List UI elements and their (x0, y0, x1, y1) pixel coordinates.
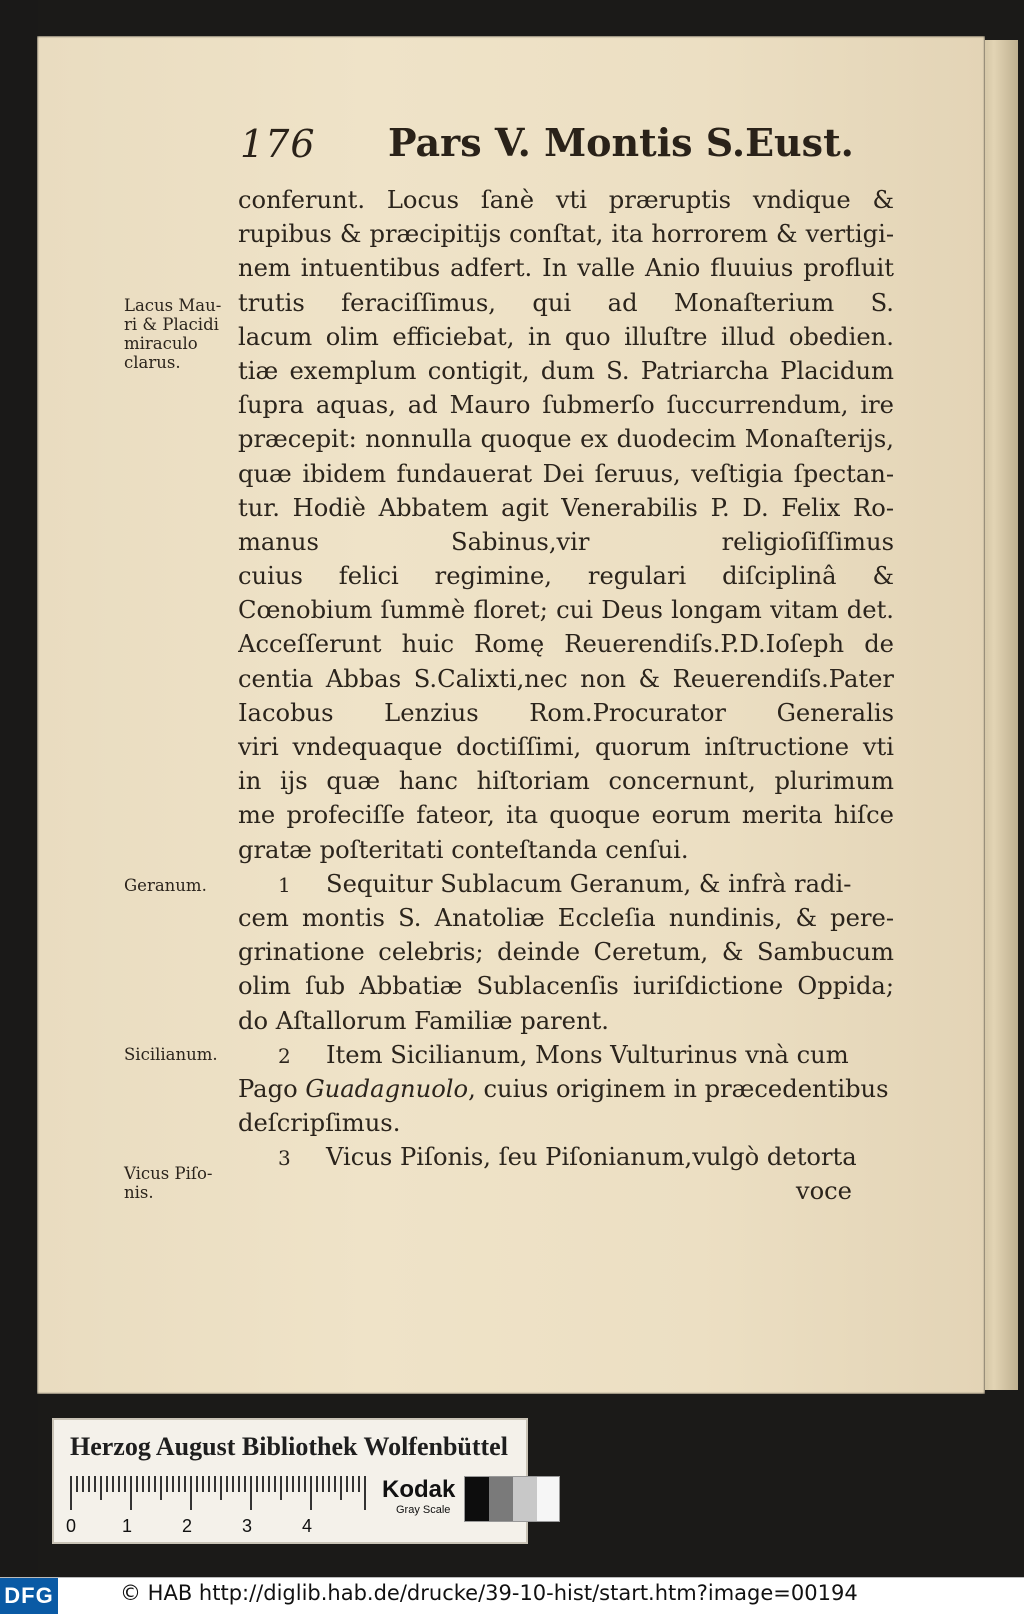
text-line: Cœnobium ſummè floret; cui Deus longam vitam det. (238, 596, 894, 625)
paragraph-number: 3 (278, 1146, 291, 1171)
library-name: Herzog August Bibliothek Wolfenbüttel (70, 1432, 508, 1461)
ruler-scale (70, 1476, 366, 1512)
text-line: centia Abbas S.Calixti,nec non & Reuerendiſs.Pater (238, 664, 894, 693)
paragraph-number: 1 (278, 872, 291, 897)
text-line: me profeciſſe fateor, ita quoque eorum merita hiſce (238, 801, 894, 830)
text-line: quæ ibidem fundauerat Dei ſeruus, veſtigia ſpectan- (238, 459, 894, 488)
text-line: conferunt. Locus ſanè vti præruptis vndique & (238, 186, 894, 214)
place-name-italic: Guadagnuolo (305, 1074, 469, 1103)
margin-note-vicus: Vicus Piſo- nis. (124, 1164, 213, 1202)
text-line: præcepit: nonnulla quoque ex duodecim Monaſterijs, (238, 425, 894, 454)
ruler-numbers: 0 1 2 3 4 (66, 1516, 313, 1536)
page-header (240, 122, 880, 182)
paragraph-1-first-line: 1 Sequitur Sublacum Geranum, & infrà radi- (238, 867, 894, 901)
kodak-subtitle: Gray Scale (396, 1504, 451, 1516)
catchword: voce (795, 1177, 852, 1206)
text-line: ſupra aquas, ad Mauro ſubmerſo ſuccurrendum, ire (238, 391, 894, 420)
text-line: rupibus & præcipitijs conſtat, ita horrorem & vertigi- (238, 220, 894, 249)
text-line: lacum olim efficiebat, in quo illuſtre illud obedien. (238, 322, 894, 351)
text-line: grinatione celebris; deinde Ceretum, & Sambucum (238, 938, 894, 967)
page-number: 176 (240, 122, 316, 166)
paragraph-2-first-line: 2 Item Sicilianum, Mons Vulturinus vnà cum (238, 1038, 894, 1072)
text-line: olim ſub Abbatiæ Sublacenſis iuriſdictione Oppida; (238, 972, 894, 1001)
source-url[interactable]: © HAB http://diglib.hab.de/drucke/39-10-hist/start.htm?image=00194 (120, 1581, 858, 1605)
running-title: Pars V. Montis S.Eust. (388, 120, 854, 165)
margin-note-geranum: Geranum. (124, 876, 207, 895)
text-line: deſcripſimus. (238, 1109, 401, 1138)
scan-background (0, 0, 38, 1613)
footer-bar (0, 1577, 1024, 1614)
text-line: cem montis S. Anatoliæ Eccleſia nundinis, & pere- (238, 903, 894, 932)
text-line: tur. Hodiè Abbatem agit Venerabilis P. D. Felix Ro- (238, 493, 894, 522)
paragraph-number: 2 (278, 1043, 291, 1068)
text-line: Iacobus Lenzius Rom.Procurator Generalis (238, 698, 894, 727)
margin-note-sicilianum: Sicilianum. (124, 1045, 218, 1064)
text-line: in ijs quæ hanc hiſtoriam concernunt, plurimum (238, 767, 894, 796)
margin-note-lacus: Lacus Mau- ri & Placidi miraculo clarus. (124, 296, 222, 372)
body-text (238, 183, 894, 1209)
dfg-logo: DFG (0, 1578, 58, 1614)
gray-scale-patches (464, 1476, 560, 1522)
text-line: manus Sabinus,vir religioſiſſimus (238, 527, 894, 556)
kodak-logo: Kodak (382, 1476, 456, 1503)
text-line: nem intuentibus adfert. In valle Anio fluuius profluit (238, 254, 894, 283)
scan-calibration-label (52, 1418, 528, 1544)
text-line: Pago Guadagnuolo, cuius originem in præcedentibus (238, 1074, 889, 1103)
text-line: cuius felici regimine, regulari diſciplinâ & (238, 562, 894, 591)
text-line: tiæ exemplum contigit, dum S. Patriarcha Placidum (238, 356, 894, 385)
text-line: trutis feraciſſimus, qui ad Monaſterium S. (238, 288, 894, 317)
paragraph-3-first-line: 3 Vicus Piſonis, ſeu Piſonianum,vulgò detorta (238, 1140, 894, 1174)
text-line: viri vndequaque doctiſſimi, quorum inſtructione vti (238, 733, 894, 761)
text-line: Acceſſerunt huic Romę Reuerendiſs.P.D.Ioſeph de (238, 630, 894, 659)
text-line: do Aſtallorum Familiæ parent. (238, 1006, 609, 1035)
text-line: gratæ poſteritati conteſtanda cenſui. (238, 835, 689, 864)
